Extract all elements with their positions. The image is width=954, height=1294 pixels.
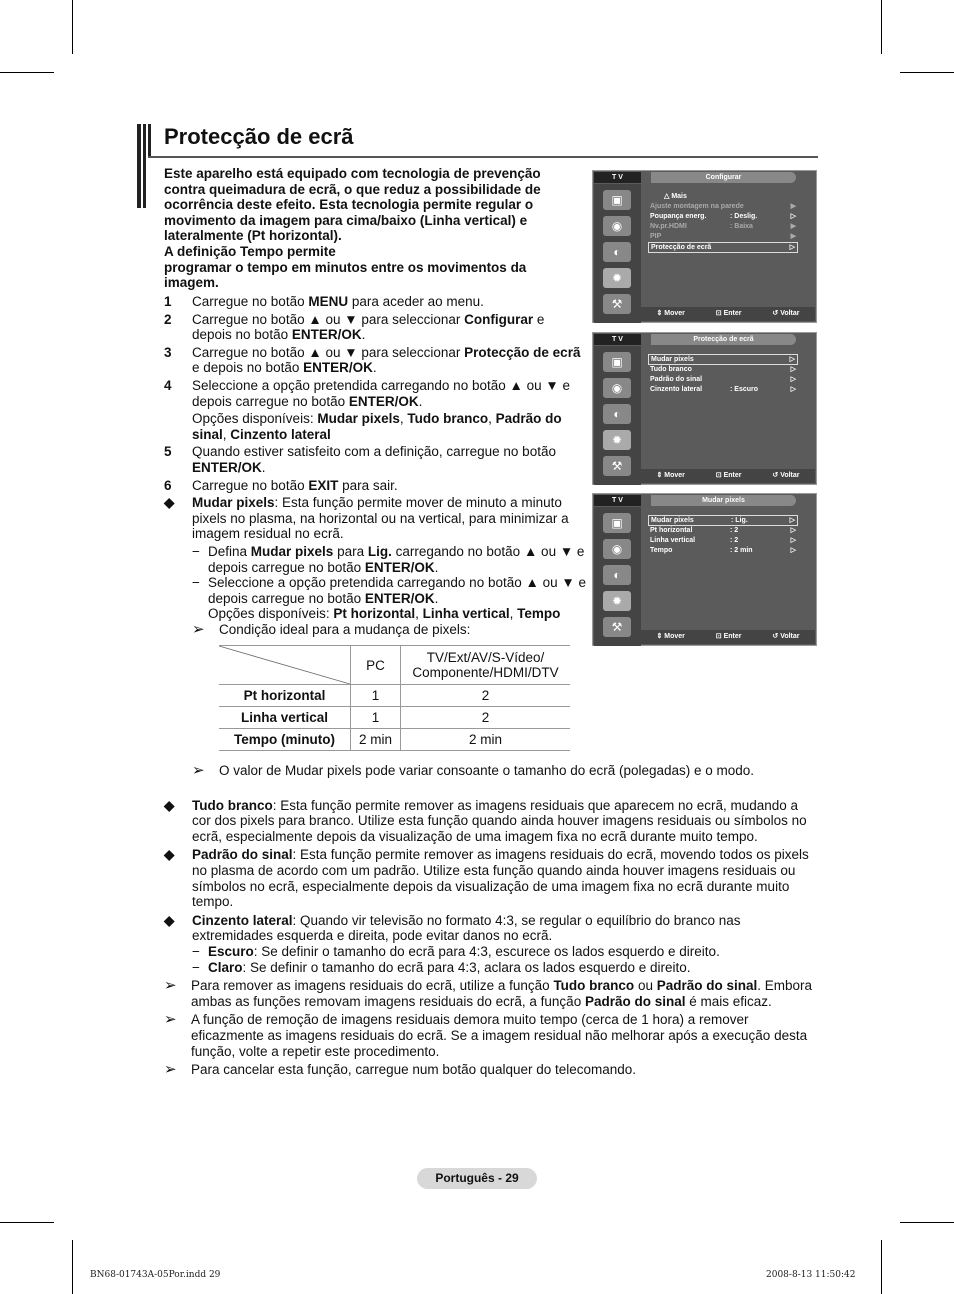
arrow-right-icon: ▷ xyxy=(790,376,796,383)
text-bold: Tudo branco xyxy=(553,978,635,994)
text: Enter xyxy=(723,472,742,479)
text: Mover xyxy=(664,472,685,479)
note-text xyxy=(191,978,820,1009)
ideal-conditions-table xyxy=(219,645,570,751)
arrow-right-icon: ▶ xyxy=(790,203,796,210)
note-remove-residual xyxy=(164,978,820,1009)
bullet-padrao-sinal xyxy=(164,847,820,909)
crop-mark xyxy=(881,0,882,54)
step-text xyxy=(192,294,586,310)
text: Mudar pixels xyxy=(651,517,694,524)
arrow-icon: ➢ xyxy=(164,1061,177,1079)
text: , xyxy=(488,411,496,427)
osd-menu-item[interactable] xyxy=(648,365,798,375)
text-bold: ENTER/OK xyxy=(303,360,373,376)
table-row xyxy=(219,729,570,751)
table-cell: 1 xyxy=(351,685,401,707)
text: Enter xyxy=(723,310,742,317)
text-bold: ENTER/OK xyxy=(364,590,435,606)
osd-menu xyxy=(648,192,798,253)
osd-sidebar xyxy=(594,184,641,323)
crop-mark xyxy=(881,1240,882,1294)
text: Tempo xyxy=(650,547,673,554)
osd-menu-item-selected[interactable] xyxy=(648,242,798,253)
text-bold: Cinzento lateral xyxy=(230,426,331,442)
table-cell: 2 xyxy=(401,685,571,707)
bullet-text xyxy=(192,913,820,944)
sound-icon[interactable]: ◉ xyxy=(603,378,631,398)
arrow-right-icon: ▷ xyxy=(790,213,796,220)
arrow-right-icon: ▶ xyxy=(790,233,796,240)
table-header-row xyxy=(219,646,570,685)
back-hint: ↺ Voltar xyxy=(772,472,800,479)
osd-menu-item[interactable] xyxy=(648,375,798,385)
text: para aceder ao menu. xyxy=(348,294,484,309)
text: Quando estiver satisfeito com a definição, carregue no botão xyxy=(192,444,556,460)
text: : 2 xyxy=(730,527,739,534)
text: , xyxy=(509,606,518,622)
move-hint: ⇕ Mover xyxy=(656,310,685,317)
osd-footer xyxy=(641,307,815,321)
dash-icon: − xyxy=(192,943,200,959)
intro-line: A definição Tempo permite xyxy=(164,243,336,259)
step-3 xyxy=(164,345,586,376)
osd-menu-item-selected[interactable] xyxy=(648,354,798,365)
text-bold: Tudo branco xyxy=(407,411,489,427)
text-bold: Pt horizontal xyxy=(333,606,416,622)
setup-icon[interactable]: ✹ xyxy=(603,430,631,450)
text-bold: ENTER/OK xyxy=(364,559,435,575)
step-number: 4 xyxy=(164,377,172,393)
text-bold: ENTER/OK xyxy=(291,327,362,343)
footer-timestamp: 2008-8-13 11:50:42 xyxy=(766,1270,856,1280)
text-bold: Mudar pixels xyxy=(250,543,334,559)
text: Mudar pixels xyxy=(651,356,694,363)
text: , xyxy=(222,426,231,442)
text: Tudo branco xyxy=(650,366,692,373)
step-4 xyxy=(164,378,586,409)
osd-menu-item[interactable] xyxy=(648,232,798,242)
text: Linha vertical xyxy=(650,537,696,544)
table-cell: 2 min xyxy=(351,729,401,751)
text: e depois no botão xyxy=(192,360,304,376)
page-number-badge: Português - 29 xyxy=(417,1168,537,1189)
sound-icon[interactable]: ◉ xyxy=(603,539,631,559)
osd-menu-item[interactable] xyxy=(648,202,798,212)
row-header: Linha vertical xyxy=(219,707,351,729)
osd-screen-configurar xyxy=(592,170,817,323)
column-header xyxy=(401,646,571,685)
input-icon[interactable]: ⚒ xyxy=(603,456,631,476)
step-5 xyxy=(164,444,586,475)
osd-footer xyxy=(641,469,815,483)
table-cell: 1 xyxy=(351,707,401,729)
step-text xyxy=(192,345,586,376)
text: , xyxy=(399,411,408,427)
text: Seleccione a opção pretendida carregando no botão ▲ ou ▼ e depois carregue no botão xyxy=(192,377,570,409)
dash-icon: − xyxy=(192,543,200,559)
osd-screen-mudar-pixels xyxy=(592,493,817,646)
osd-sidebar xyxy=(594,346,641,485)
text: Cinzento lateral xyxy=(650,386,703,393)
arrow-right-icon: ▶ xyxy=(790,223,796,230)
crop-mark xyxy=(900,1222,954,1223)
steps-list xyxy=(164,294,586,637)
text-bold: Mudar pixels xyxy=(317,411,400,427)
text: Nv.pr.HDMI xyxy=(650,223,687,230)
text-bold: ENTER/OK xyxy=(192,459,262,475)
enter-hint: ⊡ Enter xyxy=(715,633,742,640)
osd-menu xyxy=(648,515,798,556)
text: : Deslig. xyxy=(730,213,758,220)
text: : Se definir o tamanho do ecrã para 4:3, escurece os lados esquerdo e direito. xyxy=(253,943,720,959)
picture-icon[interactable]: ▣ xyxy=(603,190,631,210)
text-bold: Padrão do sinal xyxy=(192,411,562,442)
setup-icon[interactable]: ✹ xyxy=(603,268,631,288)
setup-icon[interactable]: ✹ xyxy=(603,591,631,611)
text: Carregue no botão xyxy=(192,294,309,309)
text: Padrão do sinal xyxy=(650,376,703,383)
text: Opções disponíveis: xyxy=(208,606,334,622)
step-text xyxy=(192,312,586,343)
osd-tv-label: T V xyxy=(594,334,641,345)
text: : Quando vir televisão no formato 4:3, se regular o equilíbrio do branco nas extremidades esquerda e direita, pode evitar danos no ecrã. xyxy=(192,912,741,944)
step-number: 6 xyxy=(164,477,172,493)
footer-file-info: BN68-01743A-05Por.indd 29 xyxy=(90,1270,221,1280)
osd-sidebar xyxy=(594,507,641,646)
text-bold: Tudo branco xyxy=(192,797,273,813)
osd-tv-label: T V xyxy=(594,172,641,183)
text-bold: Padrão do sinal xyxy=(192,847,293,863)
text-bold: Linha vertical xyxy=(422,606,510,622)
text-bold: Lig. xyxy=(367,543,392,559)
enter-hint: ⊡ Enter xyxy=(715,472,742,479)
bullet-cinzento-lateral xyxy=(164,913,820,944)
table-cell: 2 min xyxy=(401,729,571,751)
step-4-options xyxy=(164,411,586,442)
osd-menu-item[interactable] xyxy=(648,222,798,232)
text: Voltar xyxy=(780,472,800,479)
crop-mark xyxy=(72,1240,73,1294)
page-title: Protecção de ecrã xyxy=(164,124,354,149)
diamond-icon: ◆ xyxy=(164,847,175,863)
note-ideal xyxy=(164,622,586,638)
diagonal-line xyxy=(219,646,350,684)
back-hint: ↺ Voltar xyxy=(772,633,800,640)
picture-icon[interactable]: ▣ xyxy=(603,513,631,533)
text: . xyxy=(361,327,366,343)
text: Poupança energ. xyxy=(650,213,707,220)
osd-title: Mudar pixels xyxy=(651,495,796,506)
diamond-icon: ◆ xyxy=(164,797,175,813)
osd-title: Configurar xyxy=(651,172,796,183)
text-bold: ENTER/OK xyxy=(348,393,419,409)
step-text xyxy=(192,378,586,409)
title-rule xyxy=(148,156,818,158)
text: : Lig. xyxy=(731,517,748,524)
text: Carregue no botão ▲ ou ▼ para seleccionar xyxy=(192,344,465,360)
note-text: Condição ideal para a mudança de pixels: xyxy=(219,621,471,637)
diamond-icon: ◆ xyxy=(164,495,175,511)
text: para sair. xyxy=(338,477,398,493)
text: Enter xyxy=(723,633,742,640)
crop-mark xyxy=(72,0,73,54)
bullet-text xyxy=(192,847,820,909)
text: : Esta função permite mover de minuto a minuto pixels no plasma, na horizontal ou na vertical, para minimizar a imagem residual no ecrã. xyxy=(192,495,569,542)
channel-icon[interactable]: ◐ xyxy=(603,565,631,585)
text: . xyxy=(372,360,377,376)
intro-paragraph: Este aparelho está equipado com tecnologia de prevenção contra queimadura de ecrã, o que reduz a possibilidade de ocorrência deste efeito. Esta tecnologia permite regular o movimento da imagem para cima/baixo (Linha vertical) e lateralmente (Pt horizontal). xyxy=(164,166,541,244)
note-duration xyxy=(164,1012,820,1059)
diagonal-header-cell xyxy=(219,646,351,685)
text: Voltar xyxy=(780,633,800,640)
arrow-icon: ➢ xyxy=(164,977,177,995)
diamond-icon: ◆ xyxy=(164,912,175,928)
text: Voltar xyxy=(780,310,800,317)
sub-item xyxy=(164,944,820,960)
sub-text xyxy=(208,544,586,575)
input-icon[interactable]: ⚒ xyxy=(603,294,631,314)
text: TV/Ext/AV/S-Vídeo/ xyxy=(426,650,545,665)
osd-tv-label: T V xyxy=(594,495,641,506)
step-2 xyxy=(164,312,586,343)
arrow-right-icon: ▷ xyxy=(790,527,796,534)
text: Para remover as imagens residuais do ecrã, utilize a função xyxy=(191,978,554,994)
bullet-text xyxy=(192,798,820,845)
sub-text xyxy=(208,575,586,622)
text-bold: EXIT xyxy=(308,477,339,493)
text-bold: Protecção de ecrã xyxy=(464,344,581,360)
text: : Esta função permite remover as imagens residuais que aparecem no ecrã, mudando a cor dos pixels para branco. Utilize esta função quando ainda houver imagens residuais ou símbolos no ecrã, especialmente depois da visualização de uma imagem fixa no ecrã durante muito tempo. xyxy=(192,797,807,844)
text: é mais eficaz. xyxy=(685,993,772,1009)
sub-item xyxy=(164,575,586,622)
text: . xyxy=(434,590,439,606)
column-header: PC xyxy=(351,646,401,685)
options-text xyxy=(192,411,586,442)
text: para xyxy=(333,543,368,559)
step-6 xyxy=(164,478,586,494)
note-size xyxy=(164,763,820,779)
step-number: 5 xyxy=(164,444,172,460)
sub-item xyxy=(164,960,820,976)
input-icon[interactable]: ⚒ xyxy=(603,617,631,637)
arrow-right-icon: ▷ xyxy=(789,244,795,251)
move-hint: ⇕ Mover xyxy=(656,633,685,640)
osd-title: Protecção de ecrã xyxy=(651,334,796,345)
channel-icon[interactable]: ◐ xyxy=(603,404,631,424)
enter-hint: ⊡ Enter xyxy=(715,310,742,317)
text: Mover xyxy=(664,633,685,640)
crop-mark xyxy=(0,72,54,73)
osd-more[interactable]: △ Mais xyxy=(664,193,687,200)
text: Componente/HDMI/DTV xyxy=(412,665,559,680)
text-bold: Escuro xyxy=(208,943,254,959)
channel-icon[interactable]: ◐ xyxy=(603,242,631,262)
text-bold: Cinzento lateral xyxy=(192,912,293,928)
bullet-mudar-pixels xyxy=(164,495,586,542)
step-number: 1 xyxy=(164,294,172,309)
text: : Baixa xyxy=(730,223,753,230)
text-bold: Configurar xyxy=(464,311,534,327)
step-number: 2 xyxy=(164,311,172,327)
text: Carregue no botão ▲ ou ▼ para seleccionar xyxy=(192,311,465,327)
sub-text xyxy=(208,944,720,960)
dash-icon: − xyxy=(192,959,200,975)
text-bold: MENU xyxy=(308,294,349,309)
row-header: Pt horizontal xyxy=(219,685,351,707)
bullet-text xyxy=(192,495,586,542)
table-row xyxy=(219,685,570,707)
text: : Esta função permite remover as imagens residuais do ecrã, movendo todos os pixels no plasma de acordo com um padrão. Utilize esta função quando ainda houver imagens residuais ou símbolos no ecrã, especialmente depois da visualização de uma imagem fixa no ecrã durante muito tempo. xyxy=(192,847,809,910)
arrow-right-icon: ▷ xyxy=(790,366,796,373)
note-text: Para cancelar esta função, carregue num botão qualquer do telecomando. xyxy=(191,1062,637,1078)
back-hint: ↺ Voltar xyxy=(772,310,800,317)
crop-mark xyxy=(900,72,954,73)
text: : Se definir o tamanho do ecrã para 4:3, aclara os lados esquerdo e direito. xyxy=(242,959,691,975)
arrow-right-icon: ▷ xyxy=(789,517,795,524)
arrow-icon: ➢ xyxy=(164,1011,177,1029)
step-text xyxy=(192,444,586,475)
osd-menu-item[interactable] xyxy=(648,212,798,222)
note-text: O valor de Mudar pixels pode variar consoante o tamanho do ecrã (polegadas) e o modo. xyxy=(219,763,755,778)
note-text: A função de remoção de imagens residuais demora muito tempo (cerca de 1 hora) a remover eficazmente as imagens residuais do ecrã. Se a imagem residual não melhorar após a execução desta função, volte a repetir este procedimento. xyxy=(191,1012,808,1059)
text-bold: Mudar pixels xyxy=(192,495,275,511)
arrow-right-icon: ▷ xyxy=(789,356,795,363)
arrow-right-icon: ▷ xyxy=(790,386,796,393)
text: : Escuro xyxy=(730,386,759,393)
picture-icon[interactable]: ▣ xyxy=(603,352,631,372)
osd-footer xyxy=(641,630,815,644)
text: . xyxy=(261,459,266,475)
arrow-right-icon: ▷ xyxy=(790,547,796,554)
text-bold: Claro xyxy=(208,959,243,975)
osd-menu-item[interactable] xyxy=(648,546,798,556)
text: . Embora ambas as funções removam imagens residuais do ecrã, a função xyxy=(191,978,813,1009)
arrow-icon: ➢ xyxy=(192,762,205,779)
osd-screen-proteccao xyxy=(592,332,817,485)
text: Protecção de ecrã xyxy=(651,244,712,251)
text: . xyxy=(434,559,439,575)
text: ou xyxy=(634,978,657,994)
osd-menu xyxy=(648,354,798,395)
text: Opções disponíveis: xyxy=(192,411,318,427)
text-bold: Tempo xyxy=(517,606,561,622)
arrow-right-icon: ▷ xyxy=(790,537,796,544)
text: Defina xyxy=(208,543,251,559)
arrow-icon: ➢ xyxy=(192,620,205,638)
text: , xyxy=(415,606,423,622)
text: Mover xyxy=(664,310,685,317)
sub-text xyxy=(208,960,691,976)
text: PIP xyxy=(650,233,662,240)
table-row xyxy=(219,707,570,729)
bullet-tudo-branco xyxy=(164,798,820,845)
text: . xyxy=(418,393,423,409)
text: : 2 xyxy=(730,537,739,544)
intro-text xyxy=(164,166,564,291)
step-number: 3 xyxy=(164,344,172,360)
text: Ajuste montagem na parede xyxy=(650,203,744,210)
crop-mark xyxy=(0,1222,54,1223)
intro-line: programar o tempo em minutos entre os movimentos da imagem. xyxy=(164,259,527,291)
step-1 xyxy=(164,294,586,310)
text: : 2 min xyxy=(730,547,753,554)
osd-menu-item[interactable] xyxy=(648,526,798,536)
osd-menu-item[interactable] xyxy=(648,536,798,546)
text: e depois no botão xyxy=(192,311,545,343)
text-bold: Padrão do sinal xyxy=(584,993,686,1009)
text: carregando no botão ▲ ou ▼ e depois carregue no botão xyxy=(208,543,585,575)
text: Pt horizontal xyxy=(650,527,693,534)
sub-item xyxy=(164,544,586,575)
text: Carregue no botão xyxy=(192,477,309,493)
lower-content xyxy=(164,763,820,1078)
move-hint: ⇕ Mover xyxy=(656,472,685,479)
table-cell: 2 xyxy=(401,707,571,729)
text: Seleccione a opção pretendida carregando no botão ▲ ou ▼ e depois carregue no botão xyxy=(208,575,586,606)
osd-menu-item-selected[interactable] xyxy=(648,515,798,526)
text-bold: Padrão do sinal xyxy=(656,978,758,994)
row-header: Tempo (minuto) xyxy=(219,729,351,751)
step-text xyxy=(192,478,586,494)
dash-icon: − xyxy=(192,575,200,591)
osd-menu-item[interactable] xyxy=(648,385,798,395)
sound-icon[interactable]: ◉ xyxy=(603,216,631,236)
note-cancel xyxy=(164,1062,820,1078)
